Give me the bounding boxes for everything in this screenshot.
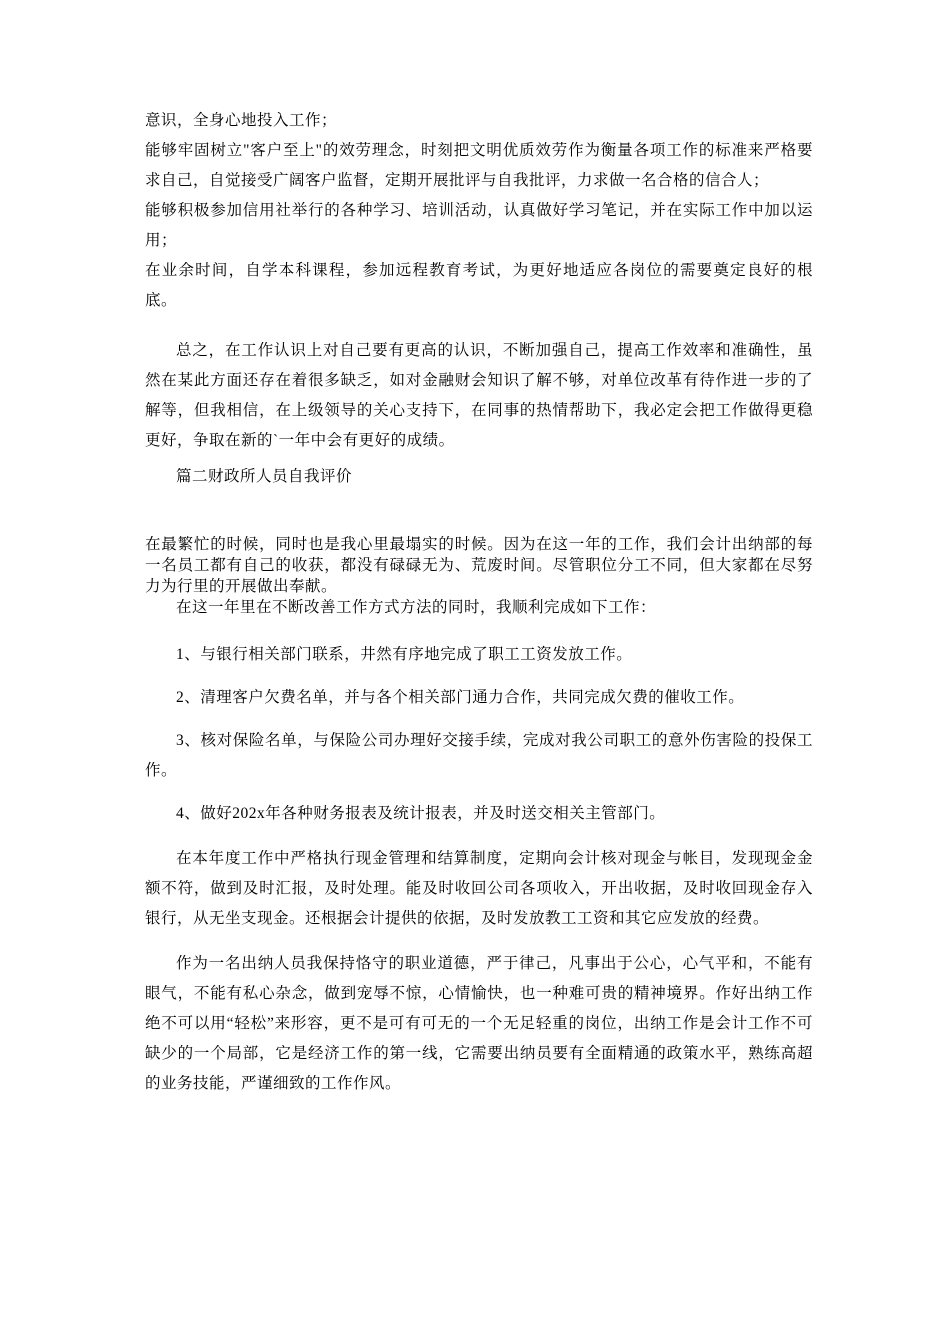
paragraph: 能够牢固树立"客户至上"的效劳理念，时刻把文明优质效劳作为衡量各项工作的标准来严格要求自己，自觉接受广阔客户监督，定期开展批评与自我批评，力求做一名合格的信合人； [145,142,813,189]
paragraph: 在本年度工作中严格执行现金管理和结算制度，定期向会计核对现金与帐目，发现现金金额不符，做到及时汇报，及时处理。能及时收回公司各项收入，开出收据，及时收回现金存入银行，从无坐支现金。还根据会计提供的依据，及时发放教工工资和其它应发放的经费。 [145,850,813,927]
list-item: 3、核对保险名单，与保险公司办理好交接手续，完成对我公司职工的意外伤害险的投保工作。 [145,732,813,779]
paragraph: 总之，在工作认识上对自己要有更高的认识，不断加强自己，提高工作效率和准确性，虽然在某此方面还存在着很多缺乏，如对金融财会知识了解不够，对单位改革有待作进一步的了解等，但我相信，在上级领导的关心支持下，在同事的热情帮助下，我必定会把工作做得更稳更好，争取在新的`一年中会有更好的成绩。 [145,342,813,449]
paragraph: 能够积极参加信用社举行的各种学习、培训活动，认真做好学习笔记，并在实际工作中加以运用； [145,202,813,249]
list-item: 2、清理客户欠费名单，并与各个相关部门通力合作，共同完成欠费的催收工作。 [176,689,745,706]
section-heading: 篇二财政所人员自我评价 [176,468,353,485]
list-item: 1、与银行相关部门联系，井然有序地完成了职工工资发放工作。 [176,646,633,663]
paragraph: 作为一名出纳人员我保持恪守的职业道德，严于律己，凡事出于公心，心气平和，不能有眼气，不能有私心杂念，做到宠辱不惊，心情愉快，也一种难可贵的精神境界。作好出纳工作绝不可以用“轻松”来形容，更不是可有可无的一个无足轻重的岗位，出纳工作是会计工作不可缺少的一个局部，它是经济工作的第一线，它需要出纳员要有全面精通的政策水平，熟练高超的业务技能，严谨细致的工作作风。 [145,955,813,1092]
paragraph: 在最繁忙的时候，同时也是我心里最塌实的时候。因为在这一年的工作，我们会计出纳部的每一名员工都有自己的收获，都没有碌碌无为、荒废时间。尽管职位分工不同，但大家都在尽努力为行里的开展做出奉献。 [145,536,813,595]
paragraph: 在业余时间，自学本科课程，参加远程教育考试，为更好地适应各岗位的需要奠定良好的根底。 [145,262,813,309]
paragraph: 在这一年里在不断改善工作方式方法的同时，我顺利完成如下工作： [176,599,657,616]
list-item: 4、做好202x年各种财务报表及统计报表，并及时送交相关主管部门。 [176,805,666,822]
document-body [145,106,813,1099]
paragraph: 意识，全身心地投入工作； [145,112,338,129]
